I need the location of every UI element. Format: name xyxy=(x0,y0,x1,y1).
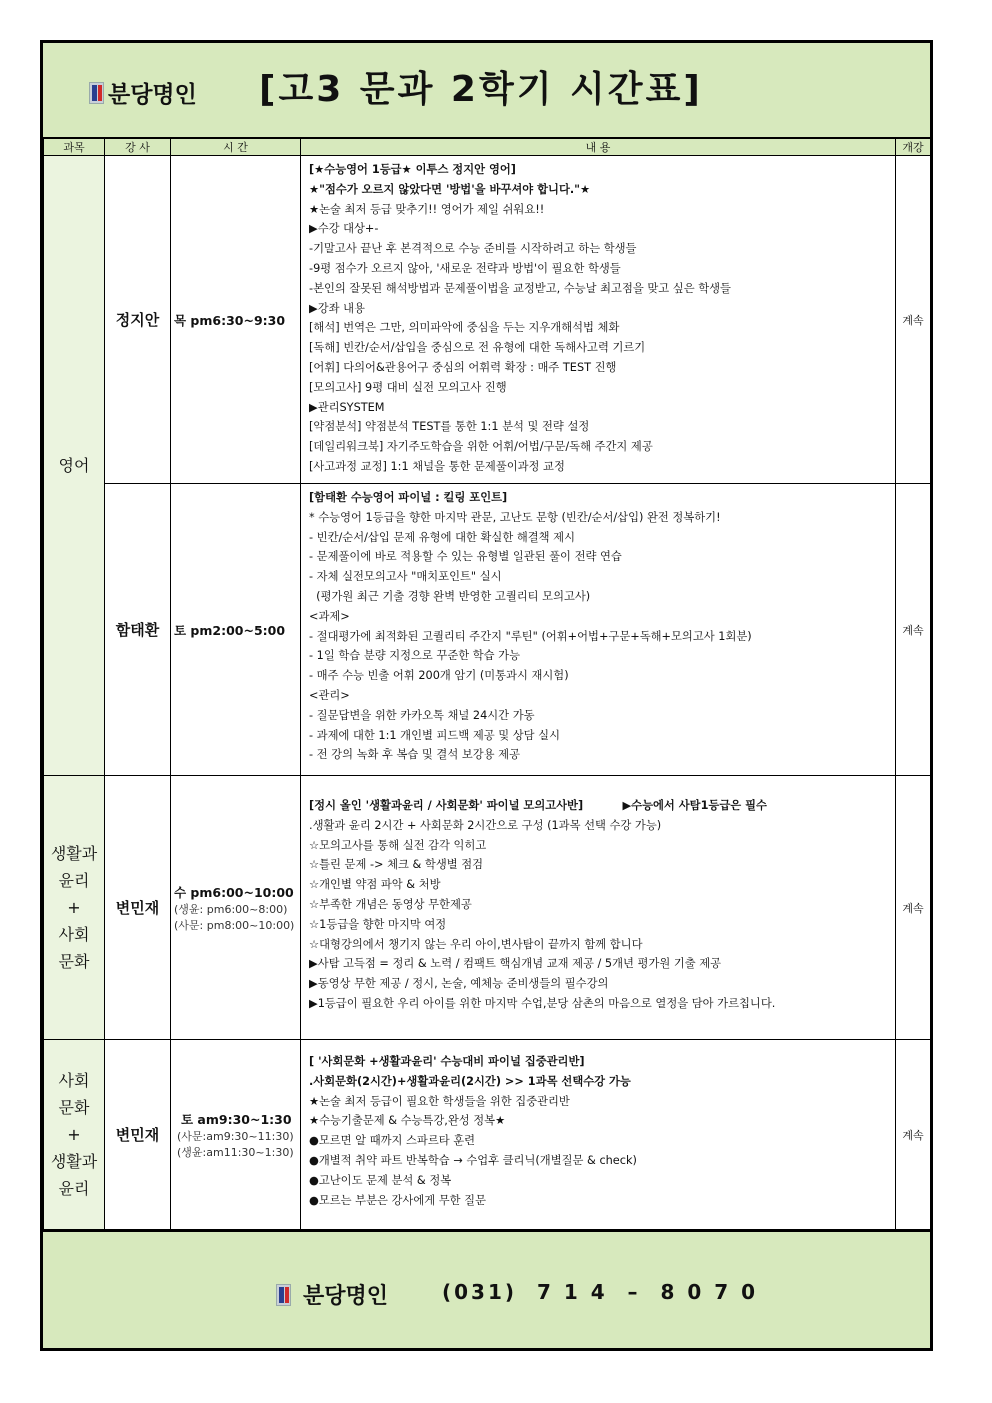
content-line: - 문제풀이에 바로 적용할 수 있는 유형별 일관된 풀이 전략 연습 xyxy=(309,550,622,564)
content-cell xyxy=(301,1040,896,1230)
teacher-cell: 변민재 xyxy=(105,776,171,1040)
logo-text: 분당명인 xyxy=(303,1284,389,1309)
content-line: [정시 올인 '생활과윤리 / 사회문화' 파이널 모의고사반] ▶수능에서 사탐1등급은 필수 xyxy=(309,799,767,812)
content-line: ★수능기출문제 & 수능특강,완성 정복★ xyxy=(309,1114,506,1128)
col-header-teacher: 강 사 xyxy=(105,139,171,156)
status-cell: 계속 xyxy=(896,156,931,484)
content-cell xyxy=(301,484,896,776)
content-line: ●개별적 취약 파트 반복학습 → 수업후 클리닉(개별질문 & check) xyxy=(309,1153,637,1167)
time-sub: (사문:am9:30~11:30) xyxy=(177,1129,294,1143)
subject-label: 생활과 xyxy=(50,844,98,863)
teacher-cell: 함태환 xyxy=(105,484,171,776)
time-cell xyxy=(171,1040,301,1230)
content-line: [★수능영어 1등급★ 이투스 정지안 영어] xyxy=(309,163,516,176)
content-line: - 질문답변을 위한 카카오톡 채널 24시간 가동 xyxy=(309,708,535,722)
content-line: ☆틀린 문제 -> 체크 & 학생별 점검 xyxy=(309,858,484,872)
content-line: [사고과정 교정] 1:1 채널을 통한 문제풀이과정 교정 xyxy=(309,459,565,473)
content-line: [해석] 번역은 그만, 의미파악에 중심을 두는 지우개해석법 체화 xyxy=(309,321,620,335)
content-line: -본인의 잘못된 해석방법과 문제풀이법을 교정받고, 수능날 최고점을 맞고 싶은 학생들 xyxy=(309,281,731,295)
content-line: .사회문화(2시간)+생활과윤리(2시간) >> 1과목 선택수강 가능 xyxy=(309,1074,631,1088)
content-line: ☆모의고사를 통해 실전 감각 익히고 xyxy=(309,838,487,852)
table-header-row xyxy=(44,139,931,156)
time-cell xyxy=(171,484,301,776)
content-line: [독해] 빈칸/순서/삽입을 중심으로 전 유형에 대한 독해사고력 기르기 xyxy=(309,341,646,355)
subject-label: 생활과 xyxy=(50,1152,98,1171)
logo-text: 분당명인 xyxy=(108,82,197,108)
content-line: [함태환 수능영어 파이널 : 킬링 포인트] xyxy=(309,491,508,504)
subject-label: 윤리 xyxy=(58,871,90,890)
schedule-table xyxy=(43,139,931,1230)
content-line: [어휘] 다의어&관용어구 중심의 어휘력 확장 : 매주 TEST 진행 xyxy=(309,360,617,374)
content-line: (평가원 최근 기출 경향 완벽 반영한 고퀄리티 모의고사) xyxy=(309,589,591,603)
content-line: [데일리워크북] 자기주도학습을 위한 어휘/어법/구문/독해 주간지 제공 xyxy=(309,440,653,454)
content-cell xyxy=(301,156,896,484)
content-line: ▶수강 대상+- xyxy=(309,222,379,236)
content-line: ▶강좌 내용 xyxy=(309,301,365,315)
subject-label: 사회 xyxy=(58,1071,90,1090)
content-line: ★논술 최저 등급이 필요한 학생들을 위한 집중관리반 xyxy=(309,1094,570,1108)
content-line: * 수능영어 1등급을 향한 마지막 관문, 고난도 문항 (빈칸/순서/삽입) 완전 정복하기! xyxy=(309,510,721,524)
content-line: [ '사회문화 +생활과윤리' 수능대비 파이널 집중관리반] xyxy=(309,1055,585,1068)
footer-logo xyxy=(276,1279,388,1310)
status-cell: 계속 xyxy=(896,1040,931,1230)
time-main: 수 pm6:00~10:00 xyxy=(174,884,294,900)
content-line: ☆부족한 개념은 동영상 무한제공 xyxy=(309,897,472,911)
subject-label: 문화 xyxy=(58,952,90,971)
subject-label: 사회 xyxy=(58,925,90,944)
timetable-sheet xyxy=(40,40,933,1351)
subject-label: 윤리 xyxy=(58,1179,90,1198)
content-cell xyxy=(301,776,896,1040)
subject-label: + xyxy=(67,1125,81,1144)
header-banner xyxy=(43,43,930,139)
status-cell: 계속 xyxy=(896,776,931,1040)
subject-label: + xyxy=(67,898,81,917)
content-line: - 매주 수능 빈출 어휘 200개 암기 (미통과시 재시험) xyxy=(309,669,569,683)
content-line: ▶1등급이 필요한 우리 아이를 위한 마지막 수업,분당 삼촌의 마음으로 열정을 담아 가르칩니다. xyxy=(309,996,776,1010)
content-line: - 절대평가에 최적화된 고퀄리티 주간지 "루틴" (어휘+어법+구문+독해+모의고사 1회분) xyxy=(309,629,752,643)
content-line: ▶사탐 고득점 = 정리 & 노력 / 컴팩트 핵심개념 교재 제공 / 5개년 평가원 기출 제공 xyxy=(309,957,722,971)
time-sub: (사문: pm8:00~10:00) xyxy=(174,918,295,932)
table-row xyxy=(44,484,931,776)
col-header-content: 내 용 xyxy=(301,139,896,156)
table-row xyxy=(44,1040,931,1230)
col-header-time: 시 간 xyxy=(171,139,301,156)
content-line: - 자체 실전모의고사 "매치포인트" 실시 xyxy=(309,570,502,584)
col-header-subject: 과목 xyxy=(44,139,105,156)
subject-label: 문화 xyxy=(58,1098,90,1117)
content-line: .생활과 윤리 2시간 + 사회문화 2시간으로 구성 (1과목 선택 수강 가능) xyxy=(309,818,662,832)
time-main: 목 pm6:30~9:30 xyxy=(174,312,286,328)
time-sub: (생윤:am11:30~1:30) xyxy=(177,1145,294,1159)
content-line: ▶동영상 무한 제공 / 정시, 논술, 예체능 준비생들의 필수강의 xyxy=(309,977,609,991)
col-header-status: 개강 xyxy=(896,139,931,156)
content-line: ●모르면 알 때까지 스파르타 훈련 xyxy=(309,1134,476,1148)
header-logo xyxy=(89,76,197,109)
time-sub: (생윤: pm6:00~8:00) xyxy=(174,902,288,916)
page-title: [고3 문과 2학기 시간표] xyxy=(259,69,703,110)
content-line: ☆개인별 약점 파악 & 처방 xyxy=(309,878,441,892)
subject-cell xyxy=(44,1040,105,1230)
footer-banner xyxy=(43,1230,930,1348)
time-cell xyxy=(171,156,301,484)
content-line: <과제> xyxy=(309,609,350,623)
teacher-cell: 변민재 xyxy=(105,1040,171,1230)
content-line: - 1일 학습 분량 지정으로 꾸준한 학습 가능 xyxy=(309,649,521,663)
content-line: ★"점수가 오르지 않았다면 '방법'을 바꾸셔야 합니다."★ xyxy=(309,182,591,196)
content-line: - 빈칸/순서/삽입 문제 유형에 대한 확실한 해결책 제시 xyxy=(309,530,575,544)
subject-cell xyxy=(44,156,105,776)
content-line: ▶관리SYSTEM xyxy=(309,400,385,414)
content-line: ☆대형강의에서 챙기지 않는 우리 아이,변사탐이 끝까지 함께 합니다 xyxy=(309,937,643,951)
status-cell: 계속 xyxy=(896,484,931,776)
logo-icon xyxy=(89,82,104,104)
subject-label: 영어 xyxy=(58,456,90,475)
content-line: ☆1등급을 향한 마지막 여정 xyxy=(309,917,447,931)
time-main: 토 pm2:00~5:00 xyxy=(174,622,286,638)
time-cell xyxy=(171,776,301,1040)
teacher-cell: 정지안 xyxy=(105,156,171,484)
table-row xyxy=(44,156,931,484)
content-line: ★논술 최저 등급 맞추기!! 영어가 제일 쉬워요!! xyxy=(309,202,545,216)
logo-icon xyxy=(276,1284,291,1306)
table-row xyxy=(44,776,931,1040)
content-line: - 전 강의 녹화 후 복습 및 결석 보강용 제공 xyxy=(309,748,521,762)
phone-number: (031) 7 1 4 – 8 0 7 0 xyxy=(442,1280,759,1304)
content-line: -기말고사 끝난 후 본격적으로 수능 준비를 시작하려고 하는 학생들 xyxy=(309,242,637,256)
content-line: ●고난이도 문제 분석 & 정복 xyxy=(309,1173,452,1187)
subject-cell xyxy=(44,776,105,1040)
content-line: -9평 점수가 오르지 않아, '새로운 전략과 방법'이 필요한 학생들 xyxy=(309,261,621,275)
time-main: 토 am9:30~1:30 xyxy=(181,1111,292,1127)
content-line: - 과제에 대한 1:1 개인별 피드백 제공 및 상담 실시 xyxy=(309,728,561,742)
content-line: [약점분석] 약점분석 TEST를 통한 1:1 분석 및 전략 설정 xyxy=(309,420,590,434)
content-line: ●모르는 부분은 강사에게 무한 질문 xyxy=(309,1193,487,1207)
content-line: [모의고사] 9평 대비 실전 모의고사 진행 xyxy=(309,380,507,394)
content-line: <관리> xyxy=(309,688,350,702)
